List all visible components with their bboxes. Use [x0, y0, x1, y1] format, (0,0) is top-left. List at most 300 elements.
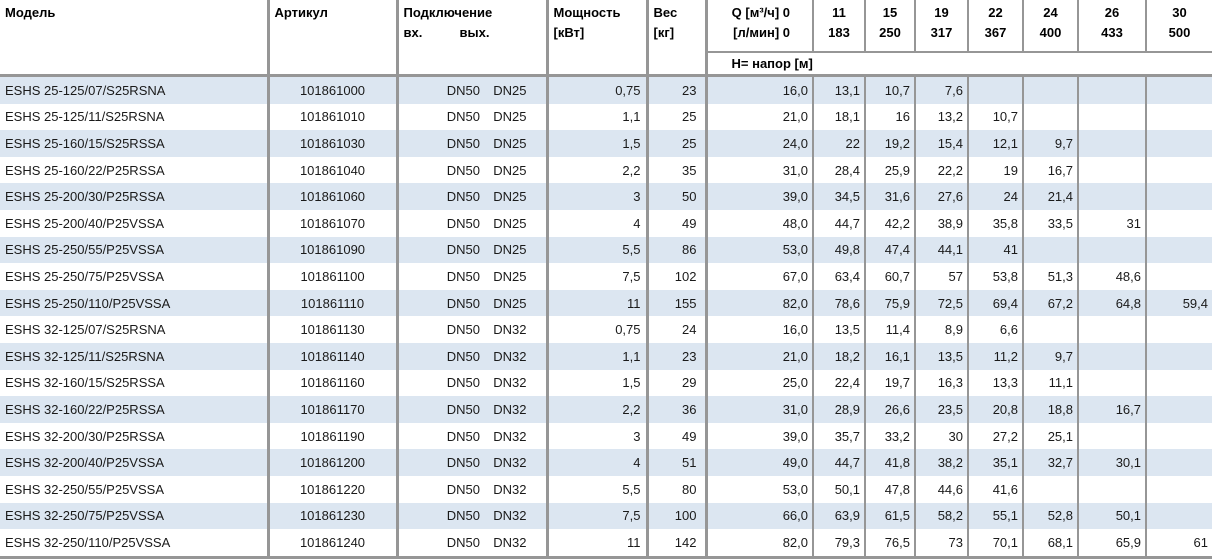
table-row	[0, 503, 1212, 530]
head-value-cell: 61	[1146, 529, 1212, 557]
head-value-cell: 8,9	[915, 316, 968, 343]
head-value-cell: 9,7	[1023, 343, 1078, 370]
inlet-cell: DN50	[446, 162, 480, 178]
weight-unit-label: [кг]	[653, 25, 675, 40]
power-cell: 0,75	[547, 76, 647, 104]
article-cell: 101861060	[268, 183, 397, 210]
head-value-cell: 16,1	[865, 343, 915, 370]
head-value-cell	[1146, 449, 1212, 476]
head-value-cell: 16,7	[1078, 396, 1146, 423]
model-cell: ESHS 32-125/07/S25RSNA	[0, 316, 268, 343]
weight-cell: 49	[647, 210, 706, 237]
table-row	[0, 449, 1212, 476]
table-row	[0, 76, 1212, 104]
head-value-cell: 38,2	[915, 449, 968, 476]
power-cell: 3	[547, 183, 647, 210]
flow-lmin-value: 367	[984, 25, 1007, 40]
head-value-cell	[1023, 316, 1078, 343]
model-cell: ESHS 25-160/22/P25RSSA	[0, 157, 268, 184]
head-value-cell: 58,2	[915, 503, 968, 530]
head-value-cell: 42,2	[865, 210, 915, 237]
head-value-cell	[1023, 476, 1078, 503]
head-value-cell: 21,0	[706, 343, 813, 370]
q0-column-header	[706, 0, 813, 52]
head-value-cell: 33,5	[1023, 210, 1078, 237]
table-row	[0, 290, 1212, 317]
model-cell: ESHS 25-250/55/P25VSSA	[0, 237, 268, 264]
head-value-cell	[1146, 503, 1212, 530]
flow-lmin-value: 317	[930, 25, 953, 40]
table-row	[0, 316, 1212, 343]
head-value-cell: 25,0	[706, 370, 813, 397]
head-value-cell: 27,2	[968, 423, 1023, 450]
outlet-cell: DN32	[482, 529, 547, 557]
article-cell: 101861090	[268, 237, 397, 264]
head-value-cell: 19,7	[865, 370, 915, 397]
head-value-cell: 60,7	[865, 263, 915, 290]
weight-cell: 25	[647, 104, 706, 131]
head-value-cell: 65,9	[1078, 529, 1146, 557]
head-value-cell: 18,2	[813, 343, 865, 370]
weight-cell: 80	[647, 476, 706, 503]
head-value-cell: 13,3	[968, 370, 1023, 397]
article-cell: 101861100	[268, 263, 397, 290]
outlet-cell: DN25	[482, 157, 547, 184]
head-value-cell	[1078, 157, 1146, 184]
power-cell: 7,5	[547, 263, 647, 290]
head-value-cell	[1078, 476, 1146, 503]
head-value-cell: 22	[813, 130, 865, 157]
weight-cell: 36	[647, 396, 706, 423]
table-row	[0, 183, 1212, 210]
head-value-cell: 53,0	[706, 476, 813, 503]
power-cell: 2,2	[547, 396, 647, 423]
head-value-cell: 35,1	[968, 449, 1023, 476]
weight-cell: 25	[647, 130, 706, 157]
table-row	[0, 476, 1212, 503]
table-row	[0, 529, 1212, 557]
table-row	[0, 343, 1212, 370]
outlet-cell: DN32	[482, 503, 547, 530]
flow-column-header	[813, 0, 865, 52]
outlet-cell: DN32	[482, 449, 547, 476]
article-cell: 101861140	[268, 343, 397, 370]
article-cell: 101861170	[268, 396, 397, 423]
head-value-cell: 73	[915, 529, 968, 557]
weight-cell: 49	[647, 423, 706, 450]
article-cell: 101861130	[268, 316, 397, 343]
weight-cell: 102	[647, 263, 706, 290]
table-row	[0, 157, 1212, 184]
head-value-cell	[1023, 237, 1078, 264]
head-value-cell	[1146, 130, 1212, 157]
flow-lmin-value: 250	[879, 25, 901, 40]
head-value-cell: 53,0	[706, 237, 813, 264]
power-cell: 0,75	[547, 316, 647, 343]
inlet-cell: DN50	[446, 375, 480, 391]
head-value-cell: 48,6	[1078, 263, 1146, 290]
power-cell: 11	[547, 290, 647, 317]
model-cell: ESHS 25-250/75/P25VSSA	[0, 263, 268, 290]
power-cell: 1,1	[547, 104, 647, 131]
head-value-cell: 10,7	[968, 104, 1023, 131]
head-value-cell	[1078, 76, 1146, 104]
head-value-cell	[1078, 343, 1146, 370]
outlet-cell: DN25	[482, 263, 547, 290]
weight-cell: 86	[647, 237, 706, 264]
flow-q-value: 19	[934, 5, 949, 20]
outlet-cell: DN32	[482, 476, 547, 503]
power-cell: 4	[547, 210, 647, 237]
head-value-cell	[1078, 237, 1146, 264]
power-header-label: Мощность	[553, 5, 621, 20]
head-value-cell: 21,4	[1023, 183, 1078, 210]
outlet-cell: DN32	[482, 370, 547, 397]
article-cell: 101861200	[268, 449, 397, 476]
head-value-cell	[1078, 104, 1146, 131]
flow-lmin-value: 183	[828, 25, 850, 40]
inlet-cell: DN50	[397, 237, 482, 264]
head-value-cell: 41	[968, 237, 1023, 264]
head-value-cell: 67,0	[706, 263, 813, 290]
head-value-cell: 35,7	[813, 423, 865, 450]
head-value-cell: 12,1	[968, 130, 1023, 157]
power-cell: 1,1	[547, 343, 647, 370]
inlet-cell: DN50	[397, 183, 482, 210]
model-cell: ESHS 32-160/22/P25RSSA	[0, 396, 268, 423]
outlet-cell: DN32	[482, 396, 547, 423]
head-value-cell	[1146, 76, 1212, 104]
table-row	[0, 237, 1212, 264]
inlet-cell: DN50	[397, 503, 482, 530]
head-value-cell: 38,9	[915, 210, 968, 237]
head-value-cell: 31,0	[706, 157, 813, 184]
table-row	[0, 210, 1212, 237]
article-cell: 101861010	[268, 104, 397, 131]
head-value-cell: 39,0	[706, 183, 813, 210]
outlet-cell: DN32	[482, 316, 547, 343]
model-cell: ESHS 25-200/30/P25RSSA	[0, 183, 268, 210]
head-value-cell: 7,6	[915, 76, 968, 104]
head-value-cell	[1146, 423, 1212, 450]
head-value-cell: 13,5	[813, 316, 865, 343]
flow-lmin-value: 400	[1039, 25, 1062, 40]
head-value-cell: 30,1	[1078, 449, 1146, 476]
weight-cell: 24	[647, 316, 706, 343]
head-value-cell	[1146, 396, 1212, 423]
head-value-cell: 28,9	[813, 396, 865, 423]
power-cell: 1,5	[547, 130, 647, 157]
model-cell: ESHS 32-125/11/S25RSNA	[0, 343, 268, 370]
head-value-cell: 20,8	[968, 396, 1023, 423]
weight-cell: 51	[647, 449, 706, 476]
model-header-label: Модель	[5, 5, 56, 20]
head-value-cell	[1146, 476, 1212, 503]
head-value-cell: 23,5	[915, 396, 968, 423]
head-value-cell: 76,5	[865, 529, 915, 557]
inlet-cell: DN50	[446, 268, 480, 284]
power-cell: 3	[547, 423, 647, 450]
head-value-cell	[1146, 183, 1212, 210]
flow-column-header	[915, 0, 968, 52]
head-value-cell: 67,2	[1023, 290, 1078, 317]
article-header-label: Артикул	[274, 5, 328, 20]
head-value-cell: 24	[968, 183, 1023, 210]
head-value-cell: 57	[915, 263, 968, 290]
head-value-cell: 64,8	[1078, 290, 1146, 317]
inlet-cell: DN50	[397, 449, 482, 476]
head-value-cell: 22,2	[915, 157, 968, 184]
article-cell: 101861240	[268, 529, 397, 557]
article-cell: 101861220	[268, 476, 397, 503]
outlet-cell: DN25	[482, 183, 547, 210]
head-value-cell: 22,4	[813, 370, 865, 397]
head-row-label: H= напор [м]	[706, 52, 1212, 76]
head-value-cell	[968, 76, 1023, 104]
head-value-cell	[1146, 316, 1212, 343]
head-value-cell: 6,6	[968, 316, 1023, 343]
head-value-cell: 63,9	[813, 503, 865, 530]
head-value-cell: 50,1	[1078, 503, 1146, 530]
head-value-cell: 19,2	[865, 130, 915, 157]
head-value-cell	[1146, 210, 1212, 237]
power-cell: 4	[547, 449, 647, 476]
head-value-cell: 52,8	[1023, 503, 1078, 530]
article-cell: 101861070	[268, 210, 397, 237]
head-value-cell	[1078, 183, 1146, 210]
weight-cell: 23	[647, 76, 706, 104]
inlet-header-label: вх.	[403, 25, 423, 40]
head-value-cell: 55,1	[968, 503, 1023, 530]
head-value-cell: 47,4	[865, 237, 915, 264]
weight-header-label: Вес	[653, 5, 678, 20]
head-value-cell	[1078, 130, 1146, 157]
head-value-cell: 13,2	[915, 104, 968, 131]
head-value-cell: 9,7	[1023, 130, 1078, 157]
model-cell: ESHS 32-200/30/P25RSSA	[0, 423, 268, 450]
power-cell: 7,5	[547, 503, 647, 530]
article-column-header	[268, 0, 397, 76]
inlet-cell: DN50	[397, 396, 482, 423]
head-value-cell	[1078, 423, 1146, 450]
article-cell: 101861160	[268, 370, 397, 397]
outlet-cell: DN25	[482, 104, 547, 131]
model-cell: ESHS 25-250/110/P25VSSA	[0, 290, 268, 317]
head-value-cell: 25,1	[1023, 423, 1078, 450]
inlet-cell: DN50	[397, 529, 482, 557]
model-cell: ESHS 32-200/40/P25VSSA	[0, 449, 268, 476]
q-m3h-label: Q [м³/ч] 0	[731, 5, 790, 20]
flow-q-value: 15	[882, 5, 898, 20]
head-value-cell: 34,5	[813, 183, 865, 210]
table-row	[0, 423, 1212, 450]
head-value-cell: 32,7	[1023, 449, 1078, 476]
power-cell: 5,5	[547, 476, 647, 503]
head-value-cell: 30	[915, 423, 968, 450]
flow-q-value: 24	[1043, 5, 1058, 20]
head-value-cell	[1146, 343, 1212, 370]
model-cell: ESHS 25-125/11/S25RSNA	[0, 104, 268, 131]
outlet-cell: DN25	[482, 210, 547, 237]
head-value-cell: 31,0	[706, 396, 813, 423]
inlet-cell: DN50	[397, 76, 482, 104]
head-value-cell: 41,8	[865, 449, 915, 476]
flow-column-header	[1023, 0, 1078, 52]
head-value-cell	[1023, 76, 1078, 104]
head-value-cell: 18,8	[1023, 396, 1078, 423]
article-cell: 101861040	[268, 157, 397, 184]
head-value-cell: 31	[1078, 210, 1146, 237]
head-value-cell: 51,3	[1023, 263, 1078, 290]
outlet-cell: DN25	[482, 130, 547, 157]
head-value-cell: 11,1	[1023, 370, 1078, 397]
weight-cell: 155	[647, 290, 706, 317]
article-cell: 101861230	[268, 503, 397, 530]
weight-cell: 142	[647, 529, 706, 557]
outlet-cell: DN32	[482, 423, 547, 450]
flow-q-value: 22	[988, 5, 1003, 20]
inlet-cell: DN50	[397, 343, 482, 370]
head-value-cell: 21,0	[706, 104, 813, 131]
article-cell: 101861190	[268, 423, 397, 450]
flow-q-value: 26	[1104, 5, 1120, 20]
model-cell: ESHS 32-160/15/S25RSSA	[0, 370, 268, 397]
head-value-cell: 78,6	[813, 290, 865, 317]
inlet-cell: DN50	[446, 109, 480, 125]
head-value-cell: 33,2	[865, 423, 915, 450]
head-value-cell: 39,0	[706, 423, 813, 450]
head-value-cell: 79,3	[813, 529, 865, 557]
head-value-cell: 69,4	[968, 290, 1023, 317]
head-value-cell: 31,6	[865, 183, 915, 210]
inlet-cell: DN50	[446, 428, 480, 444]
head-value-cell: 82,0	[706, 529, 813, 557]
article-cell: 101861030	[268, 130, 397, 157]
head-value-cell: 61,5	[865, 503, 915, 530]
connection-column-header	[397, 0, 547, 76]
head-value-cell	[1146, 237, 1212, 264]
weight-cell: 50	[647, 183, 706, 210]
head-value-cell: 44,1	[915, 237, 968, 264]
head-value-cell	[1146, 263, 1212, 290]
head-value-cell: 49,0	[706, 449, 813, 476]
model-cell: ESHS 32-250/75/P25VSSA	[0, 503, 268, 530]
flow-q-value: 30	[1172, 5, 1187, 20]
head-value-cell: 27,6	[915, 183, 968, 210]
flow-lmin-value: 433	[1101, 25, 1123, 40]
outlet-cell: DN25	[482, 76, 547, 104]
head-value-cell: 66,0	[706, 503, 813, 530]
inlet-cell: DN50	[446, 481, 480, 497]
head-value-cell	[1146, 157, 1212, 184]
head-value-cell: 75,9	[865, 290, 915, 317]
model-cell: ESHS 32-250/55/P25VSSA	[0, 476, 268, 503]
weight-cell: 29	[647, 370, 706, 397]
inlet-cell: DN50	[397, 290, 482, 317]
head-value-cell: 13,1	[813, 76, 865, 104]
head-value-cell	[1023, 104, 1078, 131]
model-cell: ESHS 32-250/110/P25VSSA	[0, 529, 268, 557]
article-cell: 101861110	[268, 290, 397, 317]
head-value-cell: 26,6	[865, 396, 915, 423]
head-value-cell	[1078, 370, 1146, 397]
head-value-cell: 41,6	[968, 476, 1023, 503]
head-value-cell: 35,8	[968, 210, 1023, 237]
inlet-cell: DN50	[446, 215, 480, 231]
table-row	[0, 130, 1212, 157]
weight-cell: 23	[647, 343, 706, 370]
head-value-cell: 68,1	[1023, 529, 1078, 557]
flow-column-header	[968, 0, 1023, 52]
head-value-cell: 18,1	[813, 104, 865, 131]
model-cell: ESHS 25-200/40/P25VSSA	[0, 210, 268, 237]
table-row	[0, 263, 1212, 290]
head-value-cell: 28,4	[813, 157, 865, 184]
inlet-cell: DN50	[397, 130, 482, 157]
head-value-cell: 82,0	[706, 290, 813, 317]
head-value-cell: 44,6	[915, 476, 968, 503]
weight-cell: 100	[647, 503, 706, 530]
head-value-cell: 50,1	[813, 476, 865, 503]
table-row	[0, 370, 1212, 397]
head-value-cell: 11,2	[968, 343, 1023, 370]
table-row	[0, 104, 1212, 131]
head-value-cell: 48,0	[706, 210, 813, 237]
head-value-cell: 44,7	[813, 210, 865, 237]
flow-column-header	[1146, 0, 1212, 52]
head-value-cell: 63,4	[813, 263, 865, 290]
article-cell: 101861000	[268, 76, 397, 104]
flow-lmin-value: 500	[1168, 25, 1191, 40]
head-value-cell: 11,4	[865, 316, 915, 343]
head-value-cell	[1146, 104, 1212, 131]
connection-header-label: Подключение	[403, 5, 493, 20]
head-value-cell: 16,0	[706, 316, 813, 343]
inlet-cell: DN50	[446, 322, 480, 338]
model-cell: ESHS 25-160/15/S25RSSA	[0, 130, 268, 157]
flow-column-header	[1078, 0, 1146, 52]
head-value-cell: 13,5	[915, 343, 968, 370]
head-value-cell: 70,1	[968, 529, 1023, 557]
head-value-cell: 16,3	[915, 370, 968, 397]
head-value-cell: 16	[865, 104, 915, 131]
head-value-cell: 24,0	[706, 130, 813, 157]
head-value-cell: 59,4	[1146, 290, 1212, 317]
outlet-cell: DN25	[482, 237, 547, 264]
head-value-cell: 15,4	[915, 130, 968, 157]
outlet-cell: DN32	[482, 343, 547, 370]
head-value-cell: 25,9	[865, 157, 915, 184]
weight-column-header	[647, 0, 706, 76]
power-column-header	[547, 0, 647, 76]
head-value-cell: 47,8	[865, 476, 915, 503]
head-value-cell: 72,5	[915, 290, 968, 317]
head-value-cell	[1146, 370, 1212, 397]
table-row	[0, 396, 1212, 423]
outlet-header-label: вых.	[459, 25, 490, 40]
flow-q-value: 11	[832, 5, 846, 20]
flow-column-header	[865, 0, 915, 52]
power-cell: 2,2	[547, 157, 647, 184]
model-cell: ESHS 25-125/07/S25RSNA	[0, 76, 268, 104]
head-value-cell	[1078, 316, 1146, 343]
head-value-cell: 53,8	[968, 263, 1023, 290]
power-cell: 1,5	[547, 370, 647, 397]
model-column-header	[0, 0, 268, 76]
head-value-cell: 16,7	[1023, 157, 1078, 184]
head-value-cell: 44,7	[813, 449, 865, 476]
power-unit-label: [кВт]	[553, 25, 585, 40]
